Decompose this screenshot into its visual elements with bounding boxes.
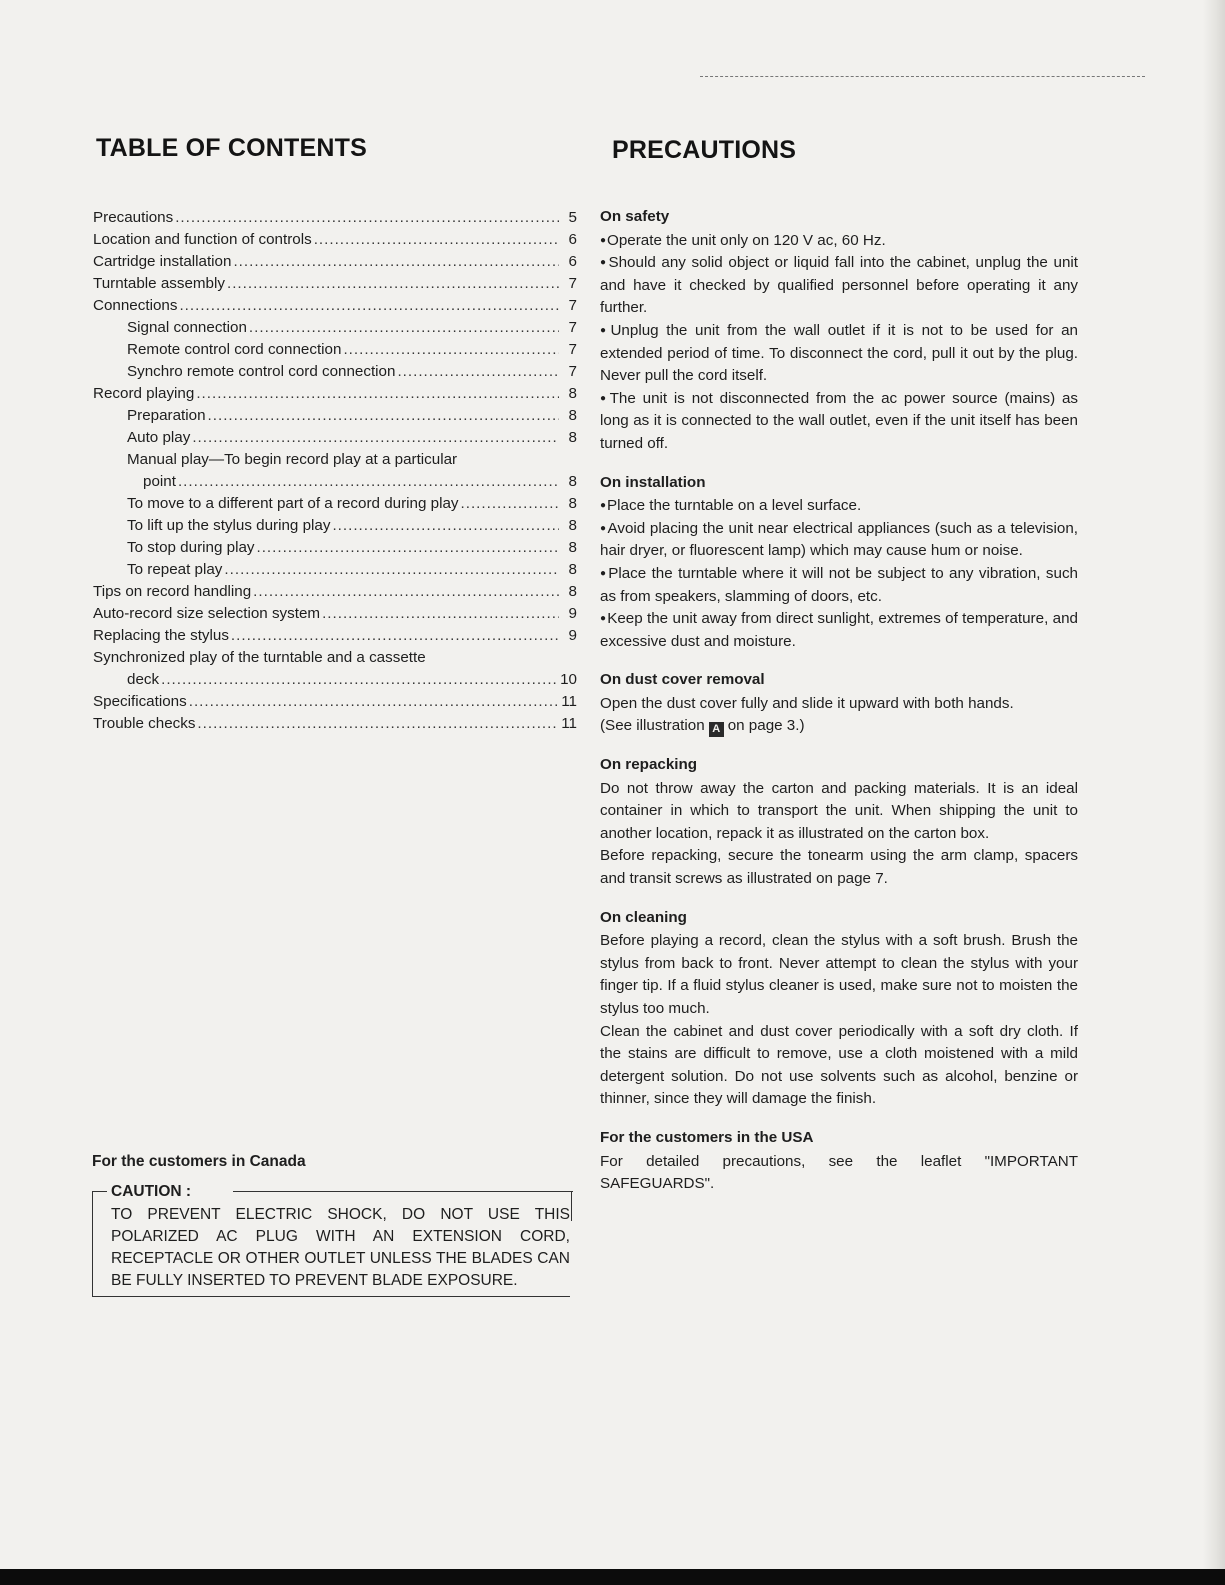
bullet-item: ● Place the turntable on a level surface.	[600, 495, 1078, 518]
toc-page-number: 5	[568, 209, 577, 226]
toc-leader-dots	[314, 229, 559, 251]
toc-page-number: 8	[568, 539, 577, 556]
toc-leader-dots	[208, 405, 559, 427]
illustration-a-badge-icon: A	[709, 722, 724, 737]
toc-entry-label: To stop during play	[127, 539, 255, 556]
toc-entry-label: Connections	[93, 297, 178, 314]
toc-leader-dots	[179, 295, 559, 317]
paragraph: Open the dust cover fully and slide it upward with both hands.	[600, 694, 1014, 712]
toc-entry	[93, 251, 577, 273]
bullet-item: ● Keep the unit away from direct sunlight, extremes of temperature, and excessive dust and moisture.	[600, 608, 1078, 653]
toc-leader-dots	[197, 713, 557, 735]
see-illustration-line	[600, 715, 1078, 738]
section-on-dust-cover-removal	[600, 669, 1078, 738]
toc-page-number: 8	[568, 495, 577, 512]
caution-box-right-tick	[571, 1191, 572, 1221]
toc-page-number: 8	[568, 583, 577, 600]
see-illustration-post: on page 3.)	[727, 717, 805, 735]
toc-entry-label: Remote control cord connection	[127, 341, 342, 358]
toc-entry	[93, 273, 577, 295]
caution-text: TO PREVENT ELECTRIC SHOCK, DO NOT USE THIS POLARIZED AC PLUG WITH AN EXTENSION CORD, RECEPTACLE OR OTHER OUTLET UNLESS THE BLADES CAN BE FULLY INSERTED TO PREVENT BLADE EXPOSURE.	[111, 1206, 570, 1289]
toc-entry-label: Tips on record handling	[93, 583, 252, 600]
toc-entry-label: Replacing the stylus	[93, 627, 229, 644]
toc-leader-dots	[192, 427, 559, 449]
toc-entry	[93, 207, 577, 229]
toc-leader-dots	[227, 273, 559, 295]
toc-entry	[93, 581, 577, 603]
toc-page-number: 8	[568, 473, 577, 490]
toc-entry	[93, 383, 577, 405]
section-heading: For the customers in the USA	[600, 1128, 814, 1146]
toc-entry	[93, 427, 577, 449]
bullet-item: ● The unit is not disconnected from the ac power source (mains) as long as it is connected to the wall outlet, even if the unit itself has been turned off.	[600, 388, 1078, 456]
caution-box	[92, 1183, 570, 1297]
toc-entry	[93, 361, 577, 383]
toc-page-number: 6	[568, 231, 577, 248]
toc-entry-label: deck	[127, 671, 160, 688]
toc-leader-dots	[322, 603, 559, 625]
bullet-item: ● Place the turntable where it will not be subject to any vibration, such as from speakers, slamming of doors, etc.	[600, 563, 1078, 608]
bullet-item: ● Should any solid object or liquid fall into the cabinet, unplug the unit and have it checked by qualified personnel before operating it any further.	[600, 252, 1078, 320]
toc-leader-dots	[189, 691, 558, 713]
toc-entry	[93, 603, 577, 625]
see-illustration-pre: (See illustration	[600, 717, 705, 735]
toc-leader-dots	[253, 581, 559, 603]
section-on-safety	[600, 206, 1078, 456]
toc-page-number: 8	[568, 385, 577, 402]
toc-entry-label: To move to a different part of a record during play	[127, 495, 459, 512]
toc-page-number: 7	[568, 363, 577, 380]
toc-page-number: 11	[561, 715, 577, 732]
toc-entry	[93, 339, 577, 361]
toc-entry-label: point	[143, 473, 176, 490]
toc-leader-dots	[461, 493, 560, 515]
toc-leader-dots	[224, 559, 559, 581]
toc-entry	[93, 669, 577, 691]
toc-entry-label: Specifications	[93, 693, 187, 710]
toc-entry	[93, 493, 577, 515]
caution-box-top-rule-right	[233, 1191, 573, 1192]
paragraph: Before playing a record, clean the stylus with a soft brush. Brush the stylus from back to front. Never attempt to clean the stylus with your finger tip. If a fluid stylus cleaner is used, make sure not to moisten the stylus too much.	[600, 932, 1078, 1017]
toc-page-number: 8	[568, 561, 577, 578]
toc-entry	[93, 295, 577, 317]
precautions-body	[600, 206, 1078, 1212]
paragraph: Clean the cabinet and dust cover periodically with a soft dry cloth. If the stains are difficult to remove, use a cloth moistened with a mild detergent solution. Do not use solvents such as alcohol, benzine or thinner, since they will damage the finish.	[600, 1022, 1078, 1108]
toc-entry-label: Location and function of controls	[93, 231, 312, 248]
toc-entry	[93, 405, 577, 427]
toc-entry-label: Signal connection	[127, 319, 247, 336]
toc-page-number: 7	[568, 341, 577, 358]
toc-title: TABLE OF CONTENTS	[96, 134, 367, 162]
toc-leader-dots	[161, 669, 556, 691]
toc-entry-label: To repeat play	[127, 561, 223, 578]
paragraph: For detailed precautions, see the leaflet "IMPORTANT SAFEGUARDS".	[600, 1152, 1078, 1193]
toc-page-number: 8	[568, 429, 577, 446]
toc-entry-label-line: Synchronized play of the turntable and a cassette	[93, 649, 426, 666]
toc-entry	[93, 559, 577, 581]
toc-page-number: 7	[568, 297, 577, 314]
page-edge-shadow	[1203, 0, 1225, 1585]
toc-entry-label: Auto play	[127, 429, 191, 446]
section-heading: On safety	[600, 208, 670, 225]
canada-heading: For the customers in Canada	[92, 1153, 306, 1170]
toc-entry	[93, 537, 577, 559]
top-dashed-rule	[700, 76, 1145, 77]
toc-entry	[93, 713, 577, 735]
scan-bottom-edge	[0, 1569, 1225, 1585]
section-on-installation	[600, 472, 1078, 654]
toc-entry-label: Precautions	[93, 209, 174, 226]
toc-entry-label: Preparation	[127, 407, 206, 424]
precautions-title: PRECAUTIONS	[612, 136, 797, 164]
paragraph: Before repacking, secure the tonearm using the arm clamp, spacers and transit screws as illustrated on page 7.	[600, 847, 1078, 888]
toc-entry-label: Cartridge installation	[93, 253, 232, 270]
toc-leader-dots	[397, 361, 559, 383]
toc-page-number: 11	[561, 693, 577, 710]
toc-page-number: 9	[568, 627, 577, 644]
toc-leader-dots	[233, 251, 559, 273]
toc-entry-label: Record playing	[93, 385, 195, 402]
toc-leader-dots	[249, 317, 559, 339]
bullet-item: ● Unplug the unit from the wall outlet if it is not to be used for an extended period of time. To disconnect the cord, pull it out by the plug. Never pull the cord itself.	[600, 320, 1078, 388]
section-heading: On repacking	[600, 756, 698, 774]
caution-box-top-rule-left	[93, 1191, 107, 1192]
section-heading: On dust cover removal	[600, 671, 765, 689]
toc-page-number: 10	[560, 671, 577, 688]
section-heading: On installation	[600, 473, 706, 491]
toc-leader-dots	[178, 471, 559, 493]
caution-label: CAUTION :	[111, 1181, 195, 1203]
section-on-repacking	[600, 754, 1078, 891]
toc-entry	[93, 515, 577, 537]
toc-page-number: 7	[568, 275, 577, 292]
toc-page-number: 8	[568, 517, 577, 534]
canada-notice	[92, 1153, 570, 1297]
toc-entry-label-line: Manual play—To begin record play at a particular	[127, 451, 458, 468]
toc-page-number: 6	[568, 253, 577, 270]
toc-entry	[93, 229, 577, 251]
toc-page-number: 8	[568, 407, 577, 424]
toc-leader-dots	[175, 207, 559, 229]
toc-leader-dots	[343, 339, 559, 361]
toc-entry	[93, 691, 577, 713]
section-heading: On cleaning	[600, 908, 687, 926]
toc-leader-dots	[332, 515, 559, 537]
toc-entry-label: To lift up the stylus during play	[127, 517, 331, 534]
paragraph: Do not throw away the carton and packing materials. It is an ideal container in which to transport the unit. When shipping the unit to another location, repack it as illustrated on the carton box.	[600, 779, 1078, 842]
toc-page-number: 9	[568, 605, 577, 622]
toc-leader-dots	[196, 383, 559, 405]
bullet-item: ● Avoid placing the unit near electrical appliances (such as a television, hair dryer, or fluorescent lamp) which may cause hum or noise.	[600, 518, 1078, 563]
toc-entry-label: Turntable assembly	[93, 275, 225, 292]
toc-leader-dots	[231, 625, 559, 647]
toc-entry-label: Synchro remote control cord connection	[127, 363, 396, 380]
section-on-cleaning	[600, 907, 1078, 1111]
toc-page-number: 7	[568, 319, 577, 336]
toc-entry	[93, 471, 577, 493]
toc-entry-label: Auto-record size selection system	[93, 605, 321, 622]
toc-entry-label: Trouble checks	[93, 715, 196, 732]
section-customers-usa	[600, 1127, 1078, 1196]
toc-entry	[93, 625, 577, 647]
table-of-contents	[93, 207, 577, 735]
bullet-item: ● Operate the unit only on 120 V ac, 60 Hz.	[600, 230, 1078, 253]
toc-entry	[93, 317, 577, 339]
toc-leader-dots	[256, 537, 559, 559]
